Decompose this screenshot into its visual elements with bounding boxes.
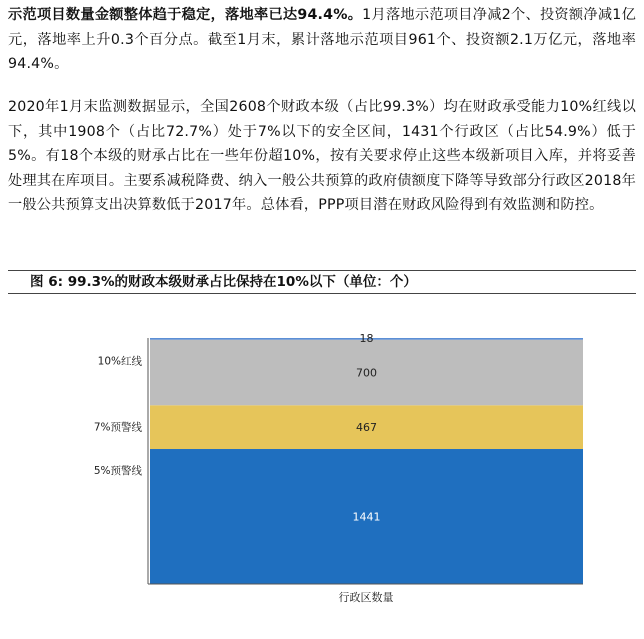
- chart-threshold-labels: [94, 355, 143, 477]
- stacked-bar-chart: [0, 296, 644, 639]
- threshold-label-1: 7%预警线: [93, 421, 142, 434]
- paragraph-1-lead: 示范项目数量金额整体趋于稳定，落地率已达94.4%。: [8, 7, 363, 23]
- paragraph-1: [8, 3, 636, 77]
- threshold-label-0: 5%预警线: [93, 465, 142, 478]
- figure-title: [30, 272, 417, 292]
- data-label-1: 467: [356, 421, 377, 435]
- figure-title-text: 99.3%的财政本级财承占比保持在10%以下（单位：个）: [67, 274, 417, 290]
- figure-caption-bar: [8, 270, 636, 294]
- x-axis-label: 行政区数量: [338, 591, 394, 604]
- paragraph-2: 2020年1月末监测数据显示，全国2608个财政本级（占比99.3%）均在财政承受能力10%红线以下，其中1908个（占比72.7%）处于7%以下的安全区间，1431个行政区（占比54.9%）低于5%。有18个本级的财承占比在一些年份超10%，按有关要求停止这些本级新项目入库，并将妥善处理其在库项目。主要系减税降费、纳入一般公共预算的政府债额度下降等导致部分行政区2018年一般公共预算支出决算数低于2017年。总体看，PPP项目潜在财政风险得到有效监测和防控。: [8, 99, 636, 213]
- data-label-0: 1441: [352, 510, 381, 524]
- data-label-3: 18: [359, 332, 374, 345]
- threshold-label-2: 10%红线: [97, 355, 142, 368]
- paragraph-1-body: 1月落地示范项目净减2个、投资额净减1亿元，落地率上升0.3个百分点。截至1月末，累计落地示范项目961个、投资额2.1万亿元，落地率94.4%。: [8, 7, 636, 72]
- data-label-2: 700: [356, 366, 377, 380]
- figure-label: 图 6:: [30, 274, 63, 290]
